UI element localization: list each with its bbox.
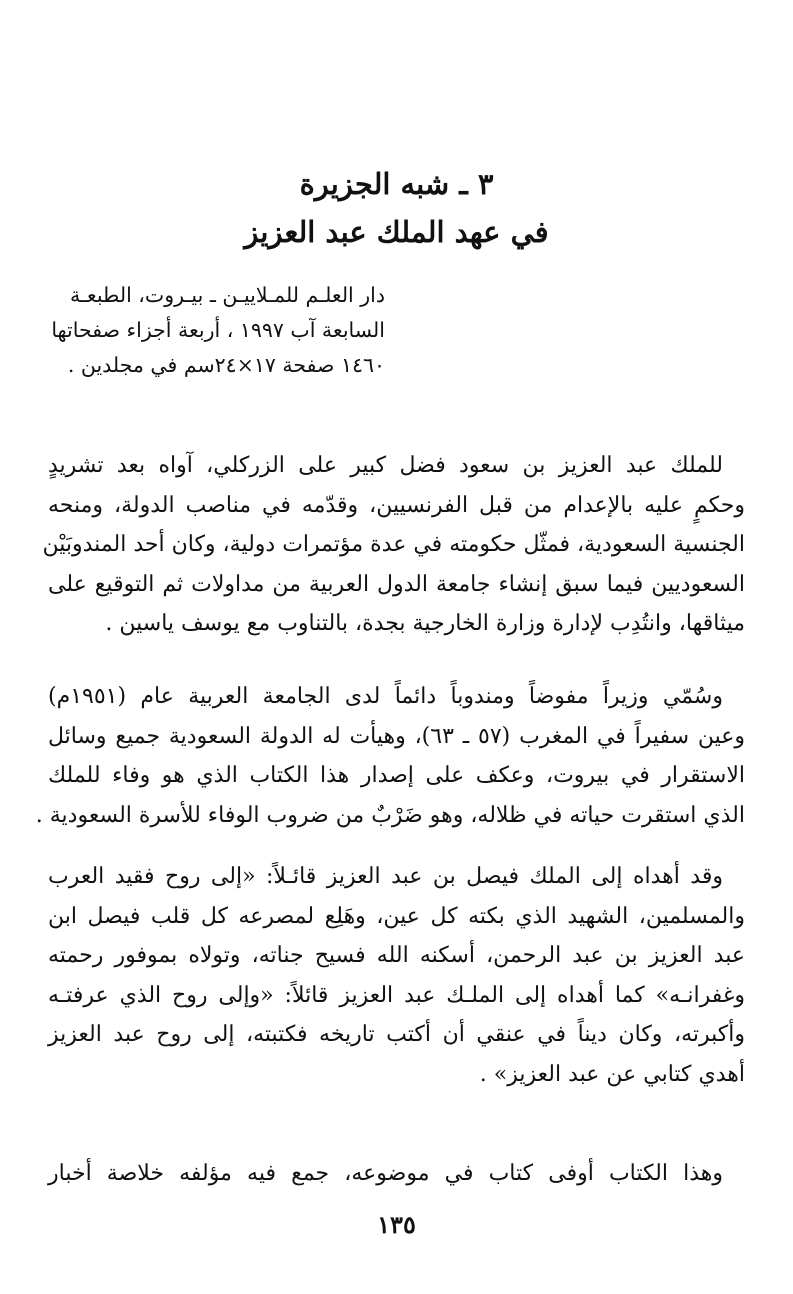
chapter-title: ٣ ـ شبه الجزيرة bbox=[299, 167, 494, 201]
text-line: الجنسية السعودية، فمثّل حكومته في عدة مؤتمرات دولية، وكان أحد المندوبَيْن bbox=[42, 532, 745, 557]
citation-line: ١٤٦٠ صفحة ١٧×٢٤سم في مجلدين . bbox=[67, 353, 385, 377]
page-number: ١٣٥ bbox=[377, 1210, 416, 1239]
text-line: وسُمّي وزيراً مفوضاً ومندوباً دائماً لدى الجامعة العربية عام (١٩٥١م) bbox=[48, 684, 723, 709]
text-line: ميثاقها، وانتُدِب لإدارة وزارة الخارجية بجدة، بالتناوب مع يوسف ياسين . bbox=[105, 611, 745, 636]
paragraph bbox=[42, 446, 745, 644]
source-citation bbox=[45, 278, 385, 383]
text-line: وقد أهداه إلى الملك فيصل بن عبد العزيز قائـلاً: «إلى روح فقيد العرب bbox=[48, 864, 723, 889]
citation-line: دار العلـم للمـلاييـن ـ بيـروت، الطبعـة bbox=[69, 283, 385, 307]
text-line: وغفرانـه» كما أهداه إلى الملـك عبد العزيز قائلاً: «وإلى روح الذي عرفتـه bbox=[48, 982, 745, 1008]
citation-line: السابعة آب ١٩٩٧ ، أربعة أجزاء صفحاتها bbox=[51, 318, 385, 342]
paragraph bbox=[48, 857, 745, 1094]
text-line: السعوديين فيما سبق إنشاء جامعة الدول العربية من مداولات ثم التوقيع على bbox=[48, 571, 745, 597]
paragraph bbox=[35, 677, 745, 835]
chapter-heading bbox=[0, 160, 793, 256]
paragraph bbox=[48, 1154, 745, 1194]
text-line: أهدي كتابي عن عبد العزيز» . bbox=[479, 1061, 745, 1087]
text-line: الاستقرار في بيروت، وعكف على إصدار هذا الكتاب الذي هو وفاء للملك bbox=[48, 763, 745, 788]
text-line: الذي استقرت حياته في ظلاله، وهو ضَرْبٌ من ضروب الوفاء للأسرة السعودية . bbox=[35, 802, 745, 828]
text-line: عبد العزيز بن عبد الرحمن، أسكنه الله فسيح جناته، وتولاه بموفور رحمته bbox=[48, 943, 745, 968]
text-line: وهذا الكتاب أوفى كتاب في موضوعه، جمع فيه مؤلفه خلاصة أخبار bbox=[48, 1161, 723, 1186]
text-line: وعين سفيراً في المغرب (٥٧ ـ ٦٣)، وهيأت له الدولة السعودية جميع وسائل bbox=[48, 723, 745, 749]
text-line: وأكبرته، وكان ديناً في عنقي أن أكتب تاريخه فكتبته، إلى روح عبد العزيز bbox=[48, 1022, 745, 1047]
text-line: والمسلمين، الشهيد الذي بكته كل عين، وهَلِع لمصرعه كل قلب فيصل ابن bbox=[48, 903, 745, 929]
text-line: وحكمٍ عليه بالإعدام من قبل الفرنسيين، وقدّمه في مناصب الدولة، ومنحه bbox=[48, 492, 745, 518]
text-line: للملك عبد العزيز بن سعود فضل كبير على الزركلي، آواه بعد تشريدٍ bbox=[48, 453, 723, 478]
chapter-subtitle: في عهد الملك عبد العزيز bbox=[244, 215, 549, 249]
